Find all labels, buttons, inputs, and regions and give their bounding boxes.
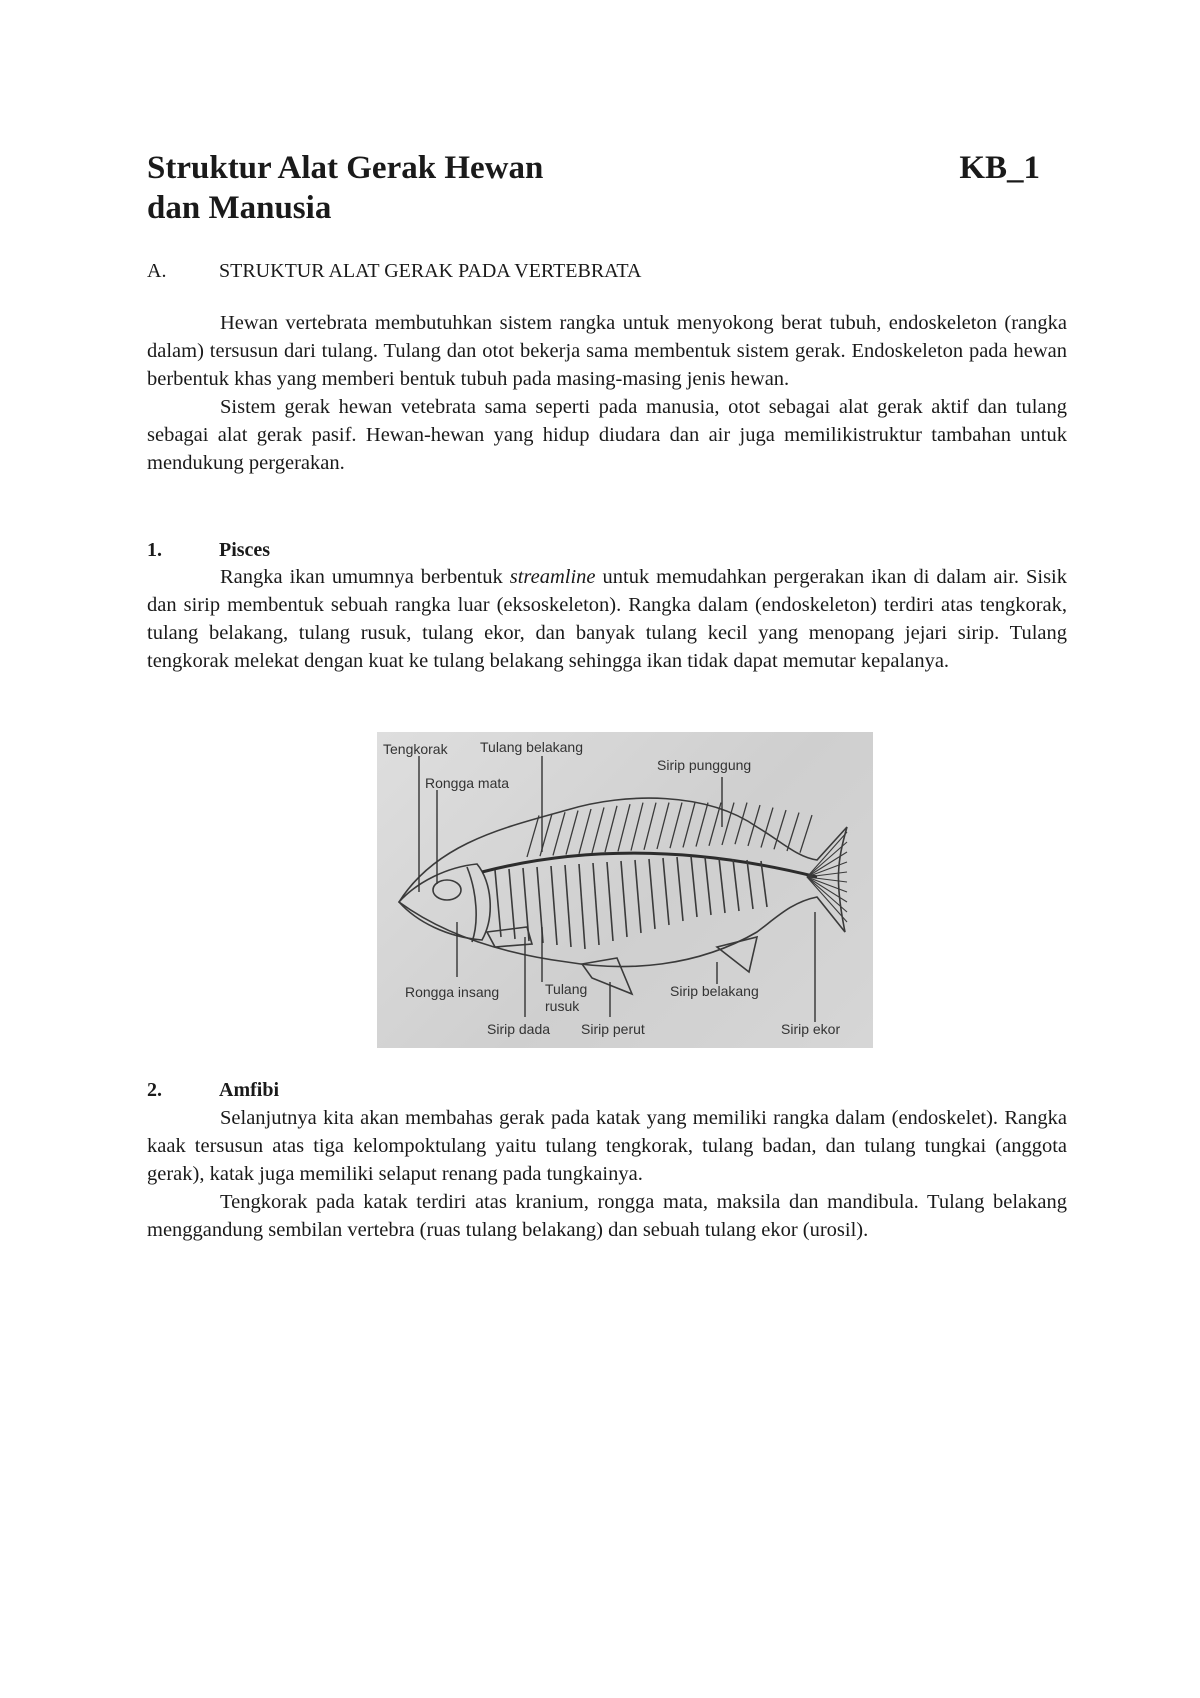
section-a-heading	[147, 258, 1067, 284]
rib-bone	[593, 863, 599, 945]
pisces-number: 1.	[147, 539, 162, 561]
dorsal-ray	[722, 803, 734, 845]
rib-bone	[649, 859, 655, 929]
dorsal-ray	[787, 813, 799, 851]
rib-bone	[663, 858, 669, 925]
rib-bone	[565, 865, 571, 947]
rib-bone	[733, 859, 739, 911]
dorsal-ray	[605, 806, 617, 852]
dorsal-ray	[774, 810, 786, 849]
text: untuk memudahkan pergerakan ikan di dalam air. Sisik dan sirip membentuk sebuah rangka luar (eksoskeleton). Rangka dalam (endoskeleton) terdiri atas tengkorak, tulang belakang, tulang rusuk, tulang ekor, dan banyak tulang kecil yang menopang jejari sirip. Tulang tengkorak melekat dengan kuat ke tulang belakang sehingga ikan tidak dapat memutar kepalanya.	[147, 566, 1067, 672]
label-sirip-ekor: Sirip ekor	[781, 1021, 841, 1037]
tail-ray	[807, 877, 847, 922]
rib-bones	[495, 856, 767, 949]
label-tulang-rusuk-1: Tulang	[545, 981, 588, 997]
label-tulang-rusuk-2: rusuk	[545, 998, 580, 1014]
italic-term: streamline	[509, 566, 596, 588]
rib-bone	[495, 870, 501, 937]
dorsal-ray	[800, 815, 812, 853]
paragraph: Hewan vertebrata membutuhkan sistem rangka untuk menyokong berat tubuh, endoskeleton (rangka dalam) tersusun dari tulang. Tulang dan otot bekerja sama membentuk sistem gerak. Endoskeleton pada hewan berbentuk khas yang memberi bentuk tubuh pada masing-masing jenis hewan.	[147, 312, 1067, 390]
fish-skeleton-figure	[377, 732, 873, 1048]
paragraph: Selanjutnya kita akan membahas gerak pada katak yang memiliki rangka dalam (endoskelet). Rangka kaak tersusun atas tiga kelompoktulang yaitu tulang tengkorak, tulang badan, dan tulang tungkai (anggota gerak), katak juga memiliki selaput renang pada tungkainya.	[147, 1107, 1067, 1185]
rib-bone	[719, 858, 725, 913]
dorsal-ray	[748, 805, 760, 846]
unit-code: KB_1	[959, 150, 1040, 186]
pisces-body	[147, 563, 1067, 675]
label-rongga-mata: Rongga mata	[425, 775, 510, 791]
paragraph: Sistem gerak hewan vetebrata sama seperti pada manusia, otot sebagai alat gerak aktif dan tulang sebagai alat gerak pasif. Hewan-hewan yang hidup diudara dan air juga memilikistruktur tambahan untuk mendukung pergerakan.	[147, 396, 1067, 474]
dorsal-ray	[566, 811, 578, 855]
page-title	[147, 148, 1040, 228]
tail-ray	[807, 877, 847, 912]
gill-cover	[467, 867, 476, 942]
dorsal-ray	[670, 803, 682, 849]
label-rongga-insang: Rongga insang	[405, 984, 500, 1000]
section-a-title: STRUKTUR ALAT GERAK PADA VERTEBRATA	[219, 260, 642, 282]
dorsal-ray	[579, 809, 591, 854]
dorsal-ray	[657, 803, 669, 849]
amfibi-number: 2.	[147, 1079, 162, 1101]
amfibi-title: Amfibi	[219, 1079, 279, 1101]
rib-bone	[551, 866, 557, 945]
label-tengkorak: Tengkorak	[383, 741, 448, 757]
dorsal-ray	[553, 812, 565, 855]
label-sirip-perut: Sirip perut	[581, 1021, 645, 1037]
rib-bone	[691, 856, 697, 917]
rib-bone	[761, 861, 767, 907]
rib-bone	[621, 861, 627, 937]
fin-rays	[527, 803, 847, 922]
paragraph	[147, 563, 1067, 675]
amfibi-heading	[147, 1077, 279, 1103]
rib-bone	[607, 862, 613, 941]
dorsal-ray	[709, 803, 721, 846]
paragraph: Tengkorak pada katak terdiri atas kranium, rongga mata, maksila dan mandibula. Tulang belakang menggandung sembilan vertebra (ruas tulang belakang) dan sebuah tulang ekor (urosil).	[147, 1191, 1067, 1241]
dorsal-ray	[696, 803, 708, 847]
dorsal-ray	[735, 803, 747, 845]
rib-bone	[747, 860, 753, 909]
pisces-heading	[147, 537, 270, 563]
dorsal-ray	[644, 803, 656, 850]
dorsal-ray	[761, 808, 773, 848]
rib-bone	[635, 860, 641, 933]
label-sirip-belakang: Sirip belakang	[670, 983, 759, 999]
dorsal-ray	[683, 803, 695, 848]
rib-bone	[677, 857, 683, 921]
label-tulang-belakang: Tulang belakang	[480, 739, 584, 755]
rib-bone	[705, 857, 711, 915]
dorsal-ray	[618, 804, 630, 851]
title-line-1: Struktur Alat Gerak Hewan	[147, 150, 544, 186]
amfibi-body	[147, 1104, 1067, 1244]
anal-fin	[717, 937, 757, 972]
dorsal-ray	[592, 807, 604, 853]
dorsal-ray	[631, 803, 643, 851]
section-a-number: A.	[147, 260, 167, 282]
label-sirip-dada: Sirip dada	[487, 1021, 551, 1037]
pelvic-fin	[582, 958, 632, 994]
dorsal-ray	[527, 815, 539, 857]
fish-skeleton-diagram	[377, 732, 873, 1048]
title-line-2: dan Manusia	[147, 190, 332, 226]
rib-bone	[579, 864, 585, 949]
section-a-body	[147, 309, 1067, 477]
text: Rangka ikan umumnya berbentuk	[220, 566, 510, 588]
label-sirip-punggung: Sirip punggung	[657, 757, 752, 773]
pisces-title: Pisces	[219, 539, 271, 561]
